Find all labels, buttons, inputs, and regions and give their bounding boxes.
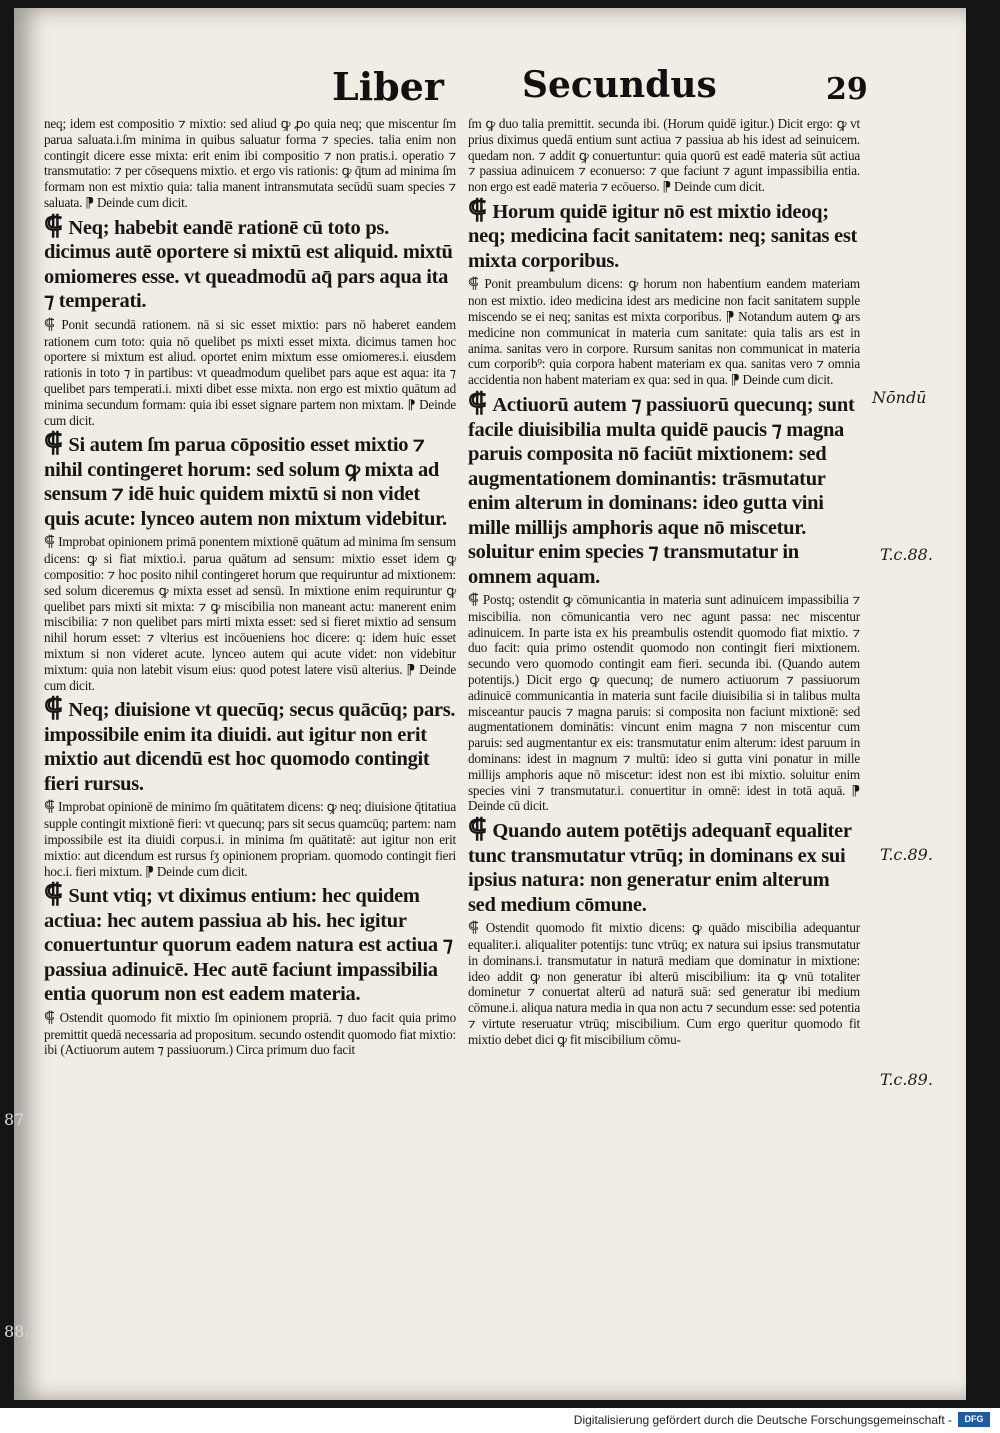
paragraph-text: Ostendit quomodo fit mixtio dicens: ꝙ quādo miscibilia adequantur equaliter.i. aliqualiter potentijs: tunc vtrūq; ex natura sui ipsius transmutatur in dominans.i. transmutatur in naturā mediam que dominatur in mixtione: ideo addit ꝙ non generatur ibi alterū miscibilium: ita ꝙ vnū totaliter dominetur ⁊ conuertat alterū ad naturā suā: sed generatur ibi medium cōmune.i. aliqua natura media in qua non actu ⁊ secundum esse: sed potentia ⁊ virtute reseruatur vtrūq; miscibilium. Cum ergo queritur quomodo fit mixtio debet dici ꝙ fit miscibilium cōmu- [468, 920, 860, 1047]
gloss-paragraph [44, 317, 456, 429]
margin-note-tc89-a: T.c.89. [880, 845, 933, 864]
right-column [468, 116, 860, 1048]
text-paragraph [44, 693, 456, 796]
pilcrow-icon: ⸿ [468, 920, 486, 937]
text-paragraph [468, 194, 860, 274]
text-paragraph [44, 210, 456, 314]
paragraph-text: Ponit preambulum dicens: ꝙ horum non habentium eandem materiam non est mixtio. ideo medicina idest ars medicine non facit sanitatem supple miscendo se ei neq; sanitas est mixta corporibus. ⁋ Notandum autem ꝙ ars medicine non communicat in materia cum sanitate: quia talis ars est in anima. sanitas vero in corpore. Rursum sanitas non communicat in materia cum corporib⁹: quia corpora habent materiam ex qua. sanitas vero ⁊ omnia accidentia non habent materiam ex qua: sed in qua. ⁋ Deinde cum dicit. [468, 276, 860, 388]
margin-note-tc89-b: T.c.89. [880, 1070, 933, 1089]
pilcrow-icon: ⸿ [44, 210, 69, 240]
paragraph-text: Quando autem potētijs adequant̄ equaliter tunc transmutatur vtrūq; in dominans ex sui ipsius natura: non generatur enim alterum sed medium cōmune. [468, 820, 852, 916]
text-paragraph [468, 814, 860, 917]
pilcrow-icon: ⸿ [468, 388, 493, 418]
gloss-paragraph [468, 116, 860, 195]
pilcrow-icon: ⸿ [44, 799, 59, 816]
gloss-paragraph [44, 534, 456, 693]
running-title-left: Liber [332, 64, 444, 109]
paragraph-text: Ostendit quomodo fit mixtio ſm opinionem propriā. ⁊ duo facit quia primo premittit quedā necessaria ad propositum. secundo ostendit quomodo fiat mixtio: ibi (Actiuorum autem ⁊ passiuorum.) Circa primum duo facit [44, 1009, 456, 1058]
running-title-right: Secundus [522, 64, 717, 106]
margin-number-87: 87 [4, 1110, 25, 1129]
text-paragraph [44, 879, 456, 1007]
margin-note-tc88: T.c.88. [880, 545, 933, 564]
paragraph-text: Improbat opinionē de minimo ſm quātitatem dicens: ꝙ neq; diuisione q̄titatiua supple contingit mixtionē fieri: vt quecunq; pars sit secus quamcūq; partem: nam impossibile est ita diuidi corpus.i. in minima ſm quātitatē: aut igitur non erit mixtio: aut dicendum est rursus ſʒ opinionem propriam. quomodo contingit fieri hoc.i. fieri mixtum. ⁋ Deinde cum dicit. [44, 799, 456, 879]
page-number: 29 [826, 72, 868, 107]
left-column [44, 116, 456, 1058]
paragraph-text: Horum quidē igitur nō est mixtio ideoq; neq; medicina facit sanitatem: neq; sanitas est mixta corporibus. [468, 200, 858, 272]
gloss-paragraph [44, 799, 456, 879]
pilcrow-icon: ⸿ [468, 814, 493, 844]
pilcrow-icon: ⸿ [468, 194, 493, 224]
paragraph-text: Ponit secundā rationem. nā si sic esset mixtio: pars nō haberet eandem rationem cum toto: quia nō quelibet ps mixti esset mixta. dicimus tamen hoc oportere si mixtum est aliud. oportet enim mixtum esse omiomeres.i. eiusdem rationis in toto ⁊ in partibus: vt queadmodum quelibet pars aque est aqua: ita ⁊ quelibet pars temperati.i. mixti dibet esse mixta. non ergo est mixtio quātum ad minima secundum formam: quia ibi esset signare partem non mixtam. ⁋ Deinde cum dicit. [44, 316, 456, 428]
pilcrow-icon: ⸿ [44, 693, 69, 723]
paragraph-text: Sunt vtiq; vt diximus entium: hec quidem actiua: hec autem passiua ab his. hec igitur conuertuntur quorum eadem natura est actiua ⁊ passiua adinuicē. Hec autē faciunt impassibilia entia quorum non est eadem materia. [44, 885, 453, 1006]
pilcrow-icon: ⸿ [44, 1009, 60, 1026]
gloss-paragraph [44, 1010, 456, 1058]
paragraph-text: neq; idem est compositio ⁊ mixtio: sed aliud ꝙ ꝓo quia neq; que miscentur ſm parua saluata.i.ſm minima in quibus saluatur forma ⁊ species. talia enim non contingit dicere esse mixta: erit enim ibi compositio ⁊ non pratis.i. operatio ⁊ transmutatio: ⁊ per cōsequens mixtio. et ergo vis rationis: ꝙ q̄tum ad minima ſm formam non est mixtio quia: talia manent intransmutata secūdū suam species ⁊ saluata. ⁋ Deinde cum dicit. [44, 116, 456, 210]
pilcrow-icon: ⸿ [44, 879, 69, 909]
book-page [14, 8, 966, 1400]
paragraph-text: ſm ꝙ duo talia premittit. secunda ibi. (Horum quidē igitur.) Dicit ergo: ꝙ vt prius diximus quedā entium sunt actiua ⁊ passiua ab his idest ad seinuicem. quedam non. ⁊ addit ꝙ conuertuntur: quia quorū est eadē materia sūt actiua ⁊ passiua adinuicem ⁊ econuerso: ⁊ que faciunt ⁊ agunt impassibilia entia. non ergo est eadē materia ⁊ ecōuerso. ⁋ Deinde cum dicit. [468, 116, 860, 195]
dfg-logo: DFG [958, 1412, 990, 1427]
text-paragraph [44, 428, 456, 531]
footer-bar [0, 1408, 1000, 1433]
paragraph-text: Actiuorū autem ⁊ passiuorū quecunq; sunt facile diuisibilia multa quidē paucis ⁊ magna paruis composita nō faciūt mixtionem: sed augmentationem dominantis: trāsmutatur enim alterum in dominans: ideo gutta vini mille millijs amphoris aque nō miscetur. soluitur enim species ⁊ transmutatur in omnem aquam. [468, 394, 855, 588]
gloss-paragraph [468, 592, 860, 814]
funding-credit: Digitalisierung gefördert durch die Deutsche Forschungsgemeinschaft - [573, 1413, 952, 1427]
pilcrow-icon: ⸿ [468, 276, 485, 293]
paragraph-text: Si autem ſm parua cōpositio esset mixtio ⁊ nihil contingeret horum: sed solum ꝙ mixta ad sensum ⁊ idē huic quidem mixtū si non videt quis acute: lynceo autem non mixtum videbitur. [44, 434, 447, 530]
paragraph-text: Neq; diuisione vt quecūq; secus quācūq; pars. impossibile enim ita diuidi. aut igitur non erit mixtio aut dicendū est hoc quomodo contingit fieri rursus. [44, 699, 456, 795]
text-paragraph [468, 388, 860, 589]
paragraph-text: Improbat opinionem primā ponentem mixtionē quātum ad minima ſm sensum dicens: ꝙ si fiat mixtio.i. parua quātum ad sensum: mixtio esset idem ꝙ compositio: ⁊ hoc posito nihil contingeret horum que requiruntur ad mixtionem: sed solum diceremus ꝙ mixta esset ad sensū. In mixtione enim requiruntur ꝙ quelibet pars mixti sit mixta: ⁊ ꝙ miscibilia non maneant actu: manerent enim miscibilia: ⁊ non quelibet pars mirti mixta esset: sed si fieret mixtio ad sensum nihil horum esset: ⁊ vlterius est incōueniens hoc dicere: q: idem huic esset mixtum si non videret acute. lynceo autem qui acute videt: non videbitur mixtum: quia non latebit visum eius: quod potest latere visū alterius. ⁋ Deinde cum dicit. [44, 534, 456, 693]
pilcrow-icon: ⸿ [44, 316, 62, 333]
paragraph-text: Postq; ostendit ꝙ cōmunicantia in materia sunt adinuicem impassibilia ⁊ miscibilia. non cōmunicantia vero nec agunt passa: nec miscentur adinuicem. In parte ista ex his preambulis ostendit quomodo fiat mixtio. ⁊ duo facit: quia primo ostendit quomodo non contingit fieri mixtionem. secundo vero quomodo contingit eam fieri. secunda ibi. (Quando autem potentijs.) Dicit ergo ꝙ quecunq; de numero actiuorum ⁊ passiuorum adinuicē communicantia in materia sunt facile diuisibilia si in talibus multa misceantur paucis ⁊ magna paruis: si composita non faciunt mixtionē: sed augmentationem dominātis: vincunt enim magna ⁊ non miscentur cum paruis: sed augmentantur ex eis: transmutatur enim alterum: idest paruum in dominans: idest in magnum ⁊ multū: ideo si gutta vini ponatur in mille millijs amphoris aque nō miscetur: idest non est ibi mixtio. soluitur enim species vini ⁊ transmutatur.i. conuertitur in omnē: idest in totā aquā. ⁋ Deinde cū dicit. [468, 592, 860, 814]
margin-note-nondu: Nōndū [872, 388, 927, 407]
gloss-paragraph [468, 276, 860, 388]
pilcrow-icon: ⸿ [44, 534, 59, 551]
paragraph-text: Neq; habebit eandē rationē cū toto ps. dicimus autē oportere si mixtū est aliquid. mixtū omiomeres esse. vt queadmodū aq̄ pars aqua ita ⁊ temperati. [44, 216, 453, 313]
margin-number-88: 88. [4, 1322, 30, 1341]
pilcrow-icon: ⸿ [44, 428, 69, 458]
gloss-paragraph [44, 116, 456, 211]
gloss-paragraph [468, 920, 860, 1047]
pilcrow-icon: ⸿ [468, 592, 483, 609]
